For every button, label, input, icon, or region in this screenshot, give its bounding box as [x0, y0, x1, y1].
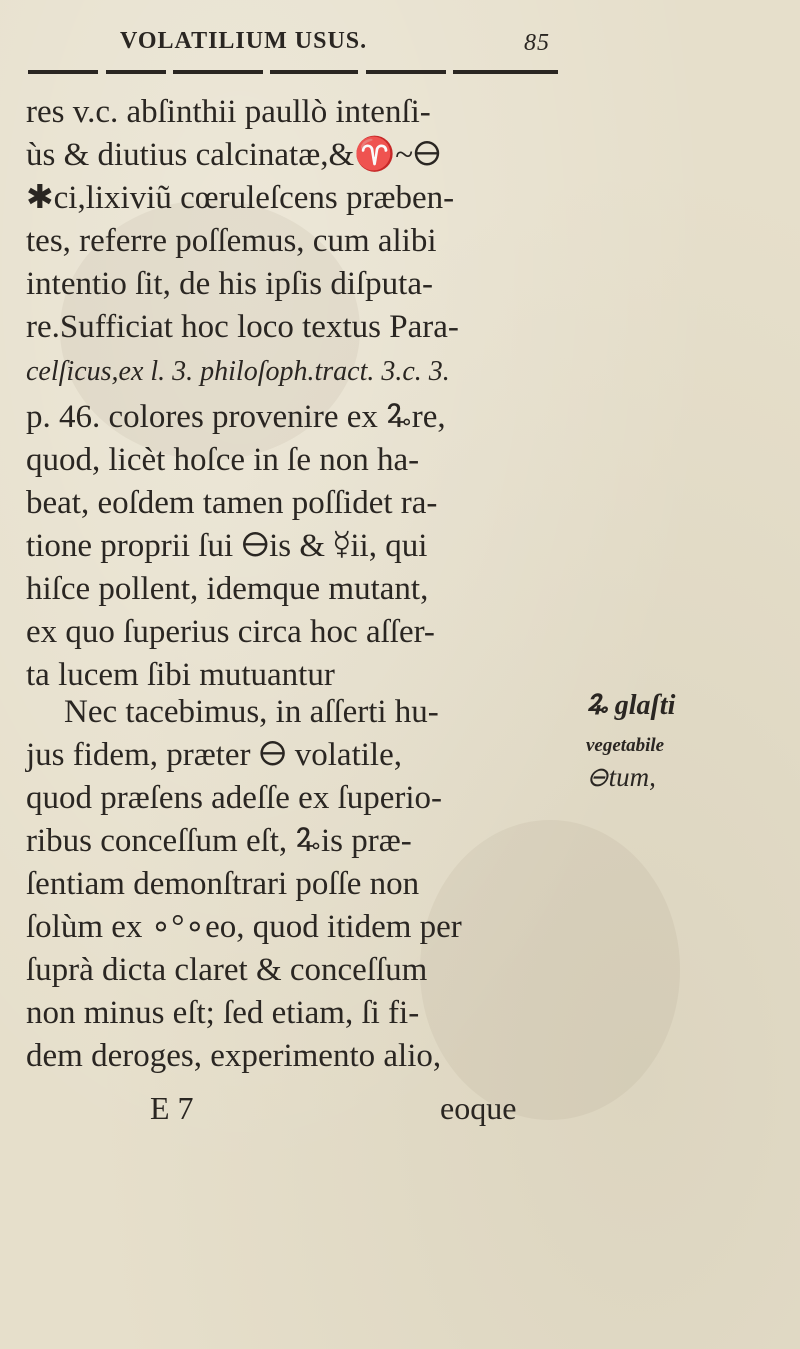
- text-line: non minus eſt; ſed etiam, ſi fi-: [26, 995, 420, 1031]
- text-line: ex quo ſuperius circa hoc aſſer-: [26, 614, 435, 650]
- running-title: VOLATILIUM USUS.: [120, 28, 368, 54]
- margin-note: ⊖tum,: [586, 762, 656, 792]
- text-line: ſentiam demonſtrari poſſe non: [26, 866, 420, 902]
- text-line: ùs & diutius calcinatæ,&♈~🜔: [26, 137, 441, 173]
- signature-mark: E 7: [150, 1090, 194, 1126]
- text-line: dem deroges, experimento alio,: [26, 1038, 442, 1074]
- margin-note: vegetabile: [586, 735, 665, 756]
- catchword: eoque: [440, 1090, 517, 1126]
- text-line: ribus conceſſum eſt, 🜩is præ-: [26, 823, 412, 859]
- paper-stain: [420, 820, 680, 1120]
- text-line: beat, eoſdem tamen poſſidet ra-: [26, 485, 438, 521]
- text-line: intentio ſit, de his ipſis diſputa-: [26, 266, 433, 302]
- text-line: p. 46. colores provenire ex 🜩re,: [26, 399, 446, 435]
- text-line: re.Sufficiat hoc loco textus Para-: [26, 309, 459, 345]
- text-line: celſicus,ex l. 3. philoſoph.tract. 3.c. 3.: [26, 356, 450, 387]
- margin-note: 🜩 glaſti: [586, 690, 676, 721]
- page-number: 85: [524, 30, 550, 56]
- text-line: tione proprii ſui 🜔is & ☿ii, qui: [26, 528, 428, 564]
- text-line: ſolùm ex ∘°∘eo, quod itidem per: [26, 909, 462, 945]
- text-line: hiſce pollent, idemque mutant,: [26, 571, 429, 607]
- text-line: ta lucem ſibi mutuantur: [26, 657, 335, 693]
- text-line: quod, licèt hoſce in ſe non ha-: [26, 442, 420, 478]
- text-line: ✱ci,lixiviũ cœruleſcens præben-: [26, 180, 455, 216]
- text-line: Nec tacebimus, in aſſerti hu-: [64, 694, 439, 730]
- text-line: tes, referre poſſemus, cum alibi: [26, 223, 437, 259]
- text-line: jus fidem, præter 🜔 volatile,: [26, 737, 402, 773]
- text-line: res v.c. abſinthii paullò intenſi-: [26, 94, 431, 130]
- text-line: quod præſens adeſſe ex ſuperio-: [26, 780, 443, 816]
- header-rule: [28, 70, 558, 75]
- text-line: ſuprà dicta claret & conceſſum: [26, 952, 428, 988]
